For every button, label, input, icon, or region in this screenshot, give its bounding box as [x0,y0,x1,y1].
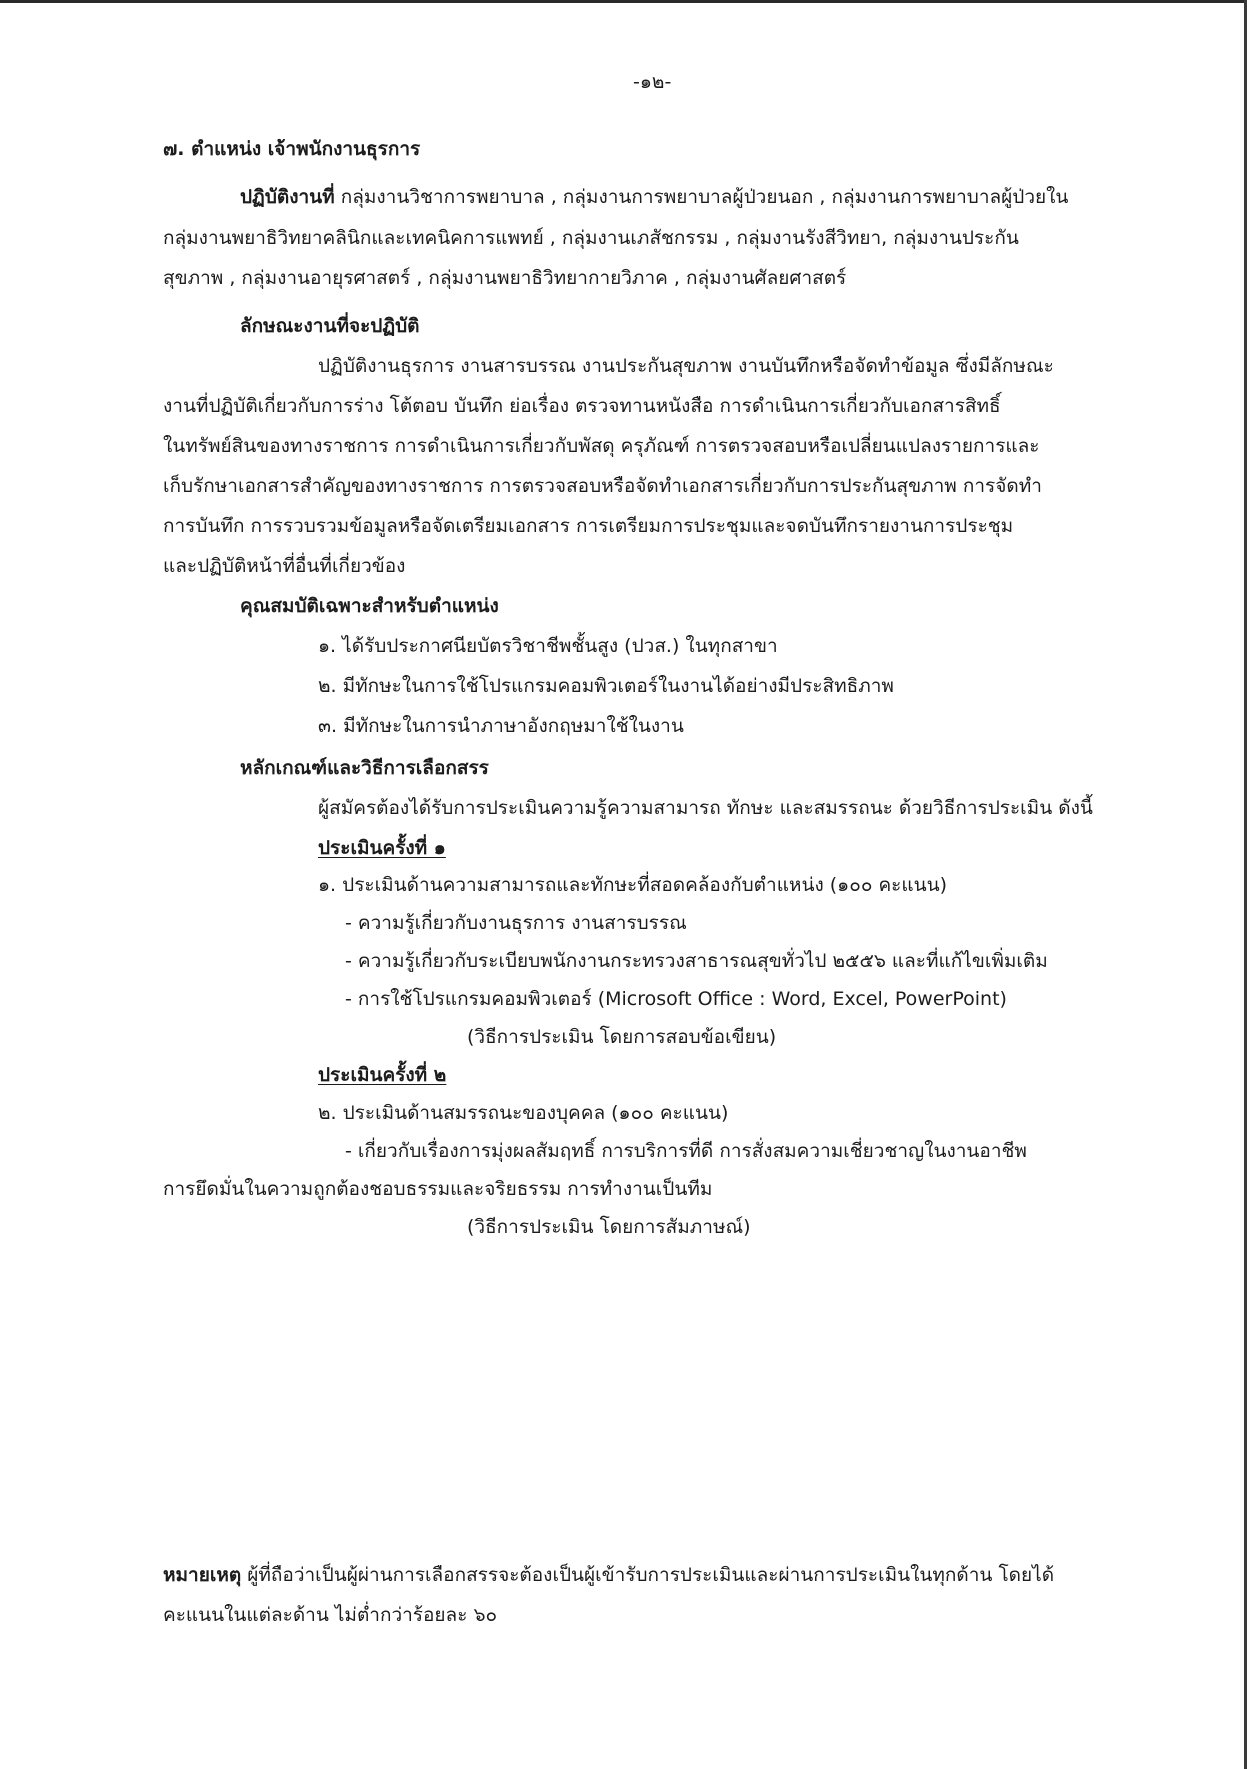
round1-method: (วิธีการประเมิน โดยการสอบข้อเขียน) [467,1026,777,1048]
note-line2: คะแนนในแต่ละด้าน ไม่ต่ำกว่าร้อยละ ๖๐ [163,1604,498,1626]
page-number: -๑๒- [633,71,672,93]
duties-line-6: และปฏิบัติหน้าที่อื่นที่เกี่ยวข้อง [163,555,406,577]
round1-bullet-1: - ความรู้เกี่ยวกับงานธุรการ งานสารบรรณ [345,912,687,934]
qualification-item-2: ๒. มีทักษะในการใช้โปรแกรมคอมพิวเตอร์ในงานได้อย่างมีประสิทธิภาพ [318,675,894,697]
note-line1 [163,1562,1054,1588]
qualifications-heading: คุณสมบัติเฉพาะสำหรับตำแหน่ง [240,595,499,617]
duties-line-2: งานที่ปฏิบัติเกี่ยวกับการร่าง โต้ตอบ บันทึก ย่อเรื่อง ตรวจทานหนังสือ การดำเนินการเกี่ยวกับเอกสารสิทธิ์ [163,395,1001,417]
work-location-line3: สุขภาพ , กลุ่มงานอายุรศาสตร์ , กลุ่มงานพยาธิวิทยากายวิภาค , กลุ่มงานศัลยศาสตร์ [163,267,847,289]
round2-title: ประเมินครั้งที่ ๒ [318,1064,447,1086]
scan-edge-top [0,0,1247,3]
work-location-text1: กลุ่มงานวิชาการพยาบาล , กลุ่มงานการพยาบาลผู้ป่วยนอก , กลุ่มงานการพยาบาลผู้ป่วยใน [340,186,1069,208]
work-location-line2: กลุ่มงานพยาธิวิทยาคลินิกและเทคนิคการแพทย์ , กลุ่มงานเภสัชกรรม , กลุ่มงานรังสีวิทยา, กลุ่มงานประกัน [163,227,1019,249]
qualification-item-3: ๓. มีทักษะในการนำภาษาอังกฤษมาใช้ในงาน [318,715,684,737]
selection-intro: ผู้สมัครต้องได้รับการประเมินความรู้ความสามารถ ทักษะ และสมรรถนะ ด้วยวิธีการประเมิน ดังนี้ [318,797,1093,819]
round1-bullet-3: - การใช้โปรแกรมคอมพิวเตอร์ (Microsoft Office : Word, Excel, PowerPoint) [345,988,1007,1010]
round1-title: ประเมินครั้งที่ ๑ [318,837,446,859]
round2-method: (วิธีการประเมิน โดยการสัมภาษณ์) [467,1216,751,1238]
duties-line-3: ในทรัพย์สินของทางราชการ การดำเนินการเกี่ยวกับพัสดุ ครุภัณฑ์ การตรวจสอบหรือเปลี่ยนแปลงรายการและ [163,435,1040,457]
note-label: หมายเหตุ [163,1564,242,1586]
round2-item: ๒. ประเมินด้านสมรรถนะของบุคคล (๑๐๐ คะแนน) [318,1102,729,1124]
round1-item: ๑. ประเมินด้านความสามารถและทักษะที่สอดคล้องกับตำแหน่ง (๑๐๐ คะแนน) [318,874,948,896]
selection-heading: หลักเกณฑ์และวิธีการเลือกสรร [240,757,489,779]
work-location-label: ปฏิบัติงานที่ [240,186,335,208]
duties-line-4: เก็บรักษาเอกสารสำคัญของทางราชการ การตรวจสอบหรือจัดทำเอกสารเกี่ยวกับการประกันสุขภาพ การจัดทำ [163,475,1042,497]
qualification-item-1: ๑. ได้รับประกาศนียบัตรวิชาชีพชั้นสูง (ปวส.) ในทุกสาขา [318,635,778,657]
duties-heading: ลักษณะงานที่จะปฏิบัติ [240,315,420,337]
work-location-line1 [240,184,1068,210]
position-heading: ๗. ตำแหน่ง เจ้าพนักงานธุรการ [163,138,421,160]
round1-bullet-2: - ความรู้เกี่ยวกับระเบียบพนักงานกระทรวงสาธารณสุขทั่วไป ๒๕๕๖ และที่แก้ไขเพิ่มเติม [345,950,1048,972]
round2-bullet-line2: การยึดมั่นในความถูกต้องชอบธรรมและจริยธรรม การทำงานเป็นทีม [163,1178,713,1200]
round2-bullet-line1: - เกี่ยวกับเรื่องการมุ่งผลสัมฤทธิ์ การบริการที่ดี การสั่งสมความเชี่ยวชาญในงานอาชีพ [345,1140,1027,1162]
duties-line-5: การบันทึก การรวบรวมข้อมูลหรือจัดเตรียมเอกสาร การเตรียมการประชุมและจดบันทึกรายงานการประชุม [163,515,1014,537]
duties-line-1: ปฏิบัติงานธุรการ งานสารบรรณ งานประกันสุขภาพ งานบันทึกหรือจัดทำข้อมูล ซึ่งมีลักษณะ [318,355,1054,377]
note-text1: ผู้ที่ถือว่าเป็นผู้ผ่านการเลือกสรรจะต้องเป็นผู้เข้ารับการประเมินและผ่านการประเมินในทุกด้าน โดยได้ [247,1564,1055,1586]
